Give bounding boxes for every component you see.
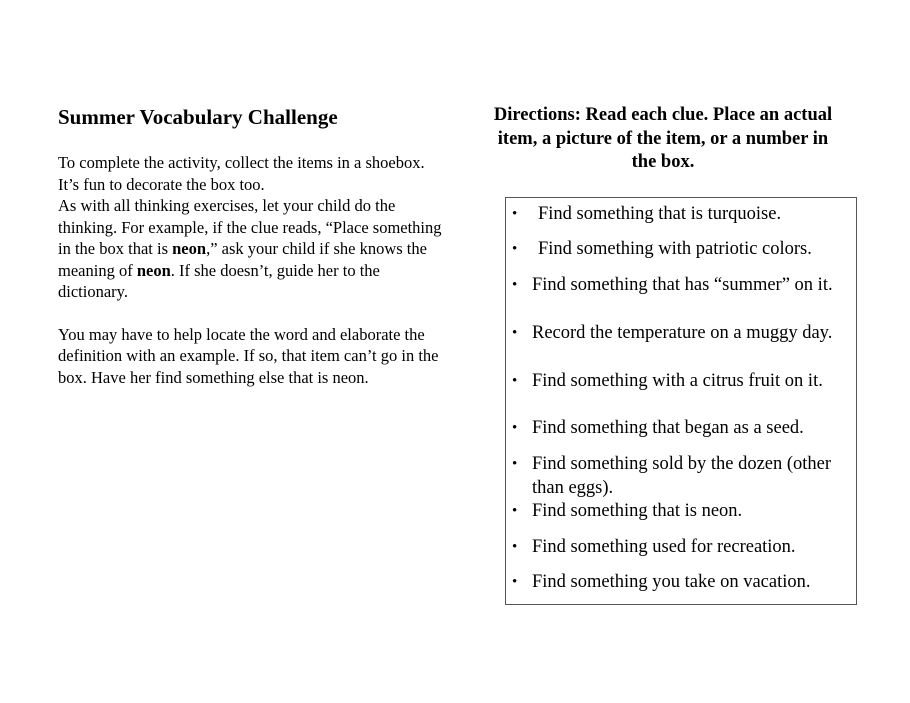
- instructions-text-1: To complete the activity, collect the items in a shoebox. It’s fun to decorate the box too.: [58, 153, 425, 194]
- instructions-text-4: . If she doesn’t, guide her to the dictionary.: [58, 260, 380, 301]
- bullet-icon: •: [512, 241, 518, 257]
- clue-text: Find something with patriotic colors.: [538, 239, 812, 259]
- bullet-icon: •: [512, 277, 518, 293]
- bullet-icon: •: [512, 373, 518, 389]
- bullet-icon: •: [512, 456, 518, 472]
- instructions-paragraph: [58, 152, 443, 303]
- bullet-icon: •: [512, 503, 518, 519]
- clue-text: Find something that began as a seed.: [532, 418, 804, 438]
- left-column: [58, 104, 443, 388]
- bullet-icon: •: [512, 574, 518, 590]
- clue-text: Find something you take on vacation.: [532, 572, 811, 592]
- clue-text: Find something with a citrus fruit on it.: [532, 371, 823, 391]
- right-column: [490, 104, 836, 175]
- help-paragraph: You may have to help locate the word and elaborate the definition with an example. If so, that item can’t go in the box. Have her find something else that is neon.: [58, 324, 439, 387]
- bold-word-neon: neon: [172, 239, 207, 258]
- bold-word-neon: neon: [136, 260, 171, 280]
- clue-text: Find something sold by the dozen (other than eggs).: [532, 454, 832, 498]
- page-title: Summer Vocabulary Challenge: [58, 105, 338, 129]
- clue-text: Find something used for recreation.: [532, 537, 796, 557]
- directions-heading: Directions: Read each clue. Place an actual item, a picture of the item, or a number in the box.: [493, 105, 833, 172]
- clue-text: Find something that is neon.: [532, 501, 743, 521]
- instructions-text-2: As with all thinking exercises, let your child do the thinking. For example, if the clue reads, “Place something in the box that is: [58, 196, 442, 258]
- bullet-icon: •: [512, 325, 518, 341]
- clue-text: Find something that has “summer” on it.: [532, 275, 833, 295]
- bullet-icon: •: [512, 539, 518, 555]
- clue-box: [505, 197, 857, 605]
- bullet-icon: •: [512, 206, 518, 222]
- clue-text: Find something that is turquoise.: [538, 204, 782, 224]
- clue-text: Record the temperature on a muggy day.: [532, 323, 833, 343]
- bullet-icon: •: [512, 420, 518, 436]
- instructions-text-3: ,” ask your child if she knows the meaning of: [58, 239, 427, 280]
